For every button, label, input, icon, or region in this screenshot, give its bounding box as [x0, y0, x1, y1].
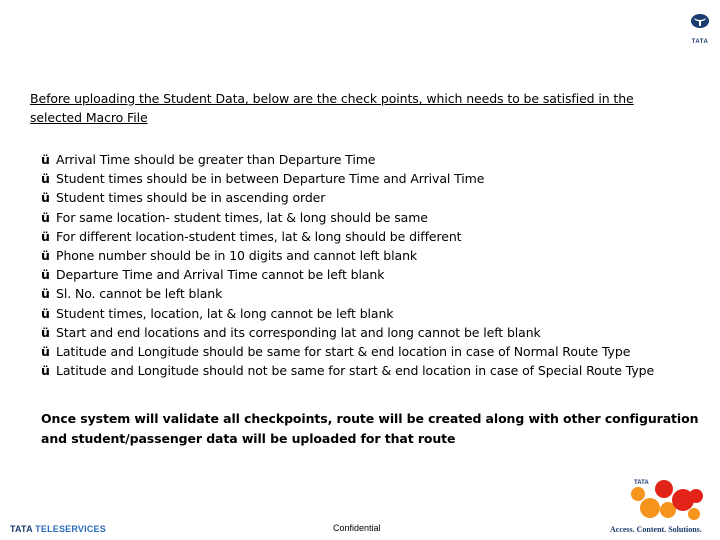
list-item	[41, 246, 654, 265]
footer-brand-part1: TATA	[10, 524, 36, 534]
checkpoint-text: Student times, location, lat & long cannot be left blank	[56, 305, 394, 321]
checkmark-icon: ü	[41, 363, 50, 379]
footer-brand-part2: TELESERVICES	[35, 524, 106, 534]
checkmark-icon: ü	[41, 305, 50, 321]
checkmark-icon: ü	[41, 324, 50, 340]
list-item	[41, 342, 654, 361]
checkpoint-text: For different location-student times, lat & long should be different	[56, 228, 462, 244]
checkmark-icon: ü	[41, 267, 50, 283]
checkpoint-text: For same location- student times, lat & long should be same	[56, 209, 428, 225]
list-item	[41, 323, 654, 342]
list-item	[41, 169, 654, 188]
checkpoint-text: Arrival Time should be greater than Departure Time	[56, 152, 376, 167]
tata-bubbles-graphic	[628, 474, 704, 524]
checkmark-icon: ü	[41, 228, 50, 244]
checkmark-icon: ü	[41, 286, 50, 302]
tata-emblem-icon	[687, 12, 713, 36]
checkpoint-text: Latitude and Longitude should not be same for start & end location in case of Special Route Type	[56, 363, 655, 379]
checkmark-icon: ü	[41, 190, 50, 206]
page-heading: Before uploading the Student Data, below are the check points, which needs to be satisfied in the selected Macro File	[30, 91, 634, 125]
checkmark-icon: ü	[41, 152, 50, 167]
checkpoint-text: Start and end locations and its corresponding lat and long cannot be left blank	[56, 324, 541, 340]
list-item	[41, 284, 654, 303]
bubbles-icon	[628, 474, 704, 524]
tata-logo	[687, 12, 713, 45]
checkpoint-text: Phone number should be in 10 digits and cannot left blank	[56, 248, 418, 264]
summary-text: Once system will validate all checkpoints, route will be created along with other configuration and student/passenger data will be uploaded for that route	[41, 411, 699, 446]
list-item	[41, 361, 654, 380]
list-item	[41, 150, 654, 169]
bubble-logo-text: TATA	[634, 480, 649, 486]
checkmark-icon: ü	[41, 344, 50, 360]
checkmark-icon: ü	[41, 209, 50, 225]
checkpoint-text: Departure Time and Arrival Time cannot be left blank	[56, 267, 385, 283]
list-item	[41, 188, 654, 207]
checkpoint-text: Student times should be in ascending order	[56, 190, 326, 206]
footer-brand-logo	[10, 524, 106, 534]
checkpoint-text: Sl. No. cannot be left blank	[56, 286, 223, 302]
tata-logo-text: TATA	[691, 39, 709, 45]
list-item	[41, 304, 654, 323]
checkmark-icon: ü	[41, 171, 50, 187]
checkpoint-list	[41, 150, 654, 380]
list-item	[41, 227, 654, 246]
list-item	[41, 265, 654, 284]
footer-tagline: Access. Content. Solutions.	[610, 525, 702, 534]
checkpoint-text: Latitude and Longitude should be same for start & end location in case of Normal Route Type	[56, 344, 631, 360]
checkmark-icon: ü	[41, 248, 50, 264]
checkpoint-text: Student times should be in between Departure Time and Arrival Time	[56, 171, 485, 187]
list-item	[41, 208, 654, 227]
confidential-label: Confidential	[333, 523, 381, 533]
